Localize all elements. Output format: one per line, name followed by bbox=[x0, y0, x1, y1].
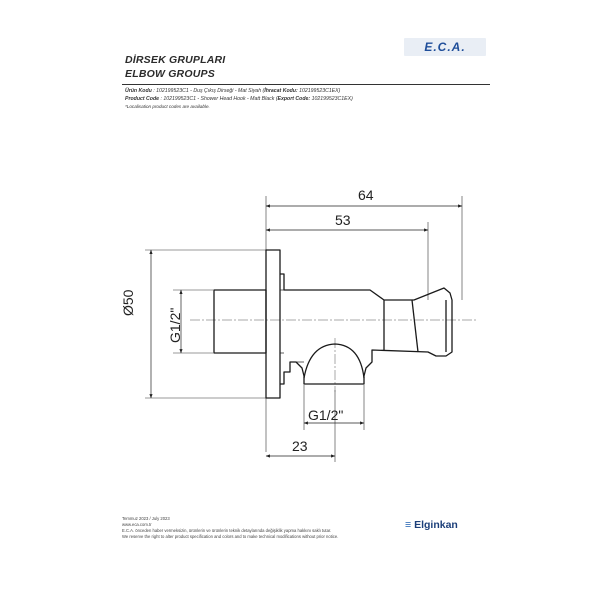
code-label-en: Product Code bbox=[125, 96, 160, 102]
export-value-tr: 102199523C1EX) bbox=[297, 88, 341, 94]
footer-disclaimer-en: We reserve the right to alter product specification and colors and to make technical modifications without prior notice. bbox=[122, 534, 339, 539]
body-outline bbox=[280, 274, 452, 384]
hidden-lines bbox=[280, 290, 304, 362]
elginkan-mark-icon: ≡ bbox=[405, 519, 412, 531]
footer-url: www.eca.com.tr bbox=[122, 522, 152, 527]
dim-label-23: 23 bbox=[292, 438, 308, 454]
code-value-en: : 102199523C1 - Shower Head Hook - Matt Black ( bbox=[160, 96, 278, 102]
dim-label-g12-bottom: G1/2" bbox=[308, 407, 344, 423]
dim-label-g12-vertical: G1/2" bbox=[167, 307, 183, 343]
hook-detail-1 bbox=[412, 300, 418, 352]
dim-label-53: 53 bbox=[335, 212, 351, 228]
export-label-en: Export Code: bbox=[277, 96, 311, 102]
localisation-note: *Localisation product codes are available. bbox=[125, 104, 210, 109]
dim-label-dia50: Ø50 bbox=[120, 289, 136, 316]
outlet-arc bbox=[304, 344, 364, 378]
code-label-tr: Ürün Kodu bbox=[125, 88, 152, 94]
elginkan-brand-text: Elginkan bbox=[414, 519, 458, 531]
elbow-outline bbox=[214, 250, 452, 398]
wall-flange bbox=[266, 250, 280, 398]
extension-lines bbox=[145, 196, 462, 462]
export-value-en: 102199523C1EX) bbox=[310, 96, 353, 102]
footer-disclaimer-tr: E.C.A. önceden haber vermeksizin, ürünlerin ve ürünlerin teknik detaylarında değişiklik yapma hakkını saklı tutar. bbox=[122, 528, 332, 533]
eca-logo: E.C.A. bbox=[424, 40, 466, 54]
document-title-tr: DİRSEK GRUPLARI bbox=[125, 54, 226, 66]
export-label-tr: İhracat Kodu: bbox=[264, 88, 298, 94]
threaded-inlet bbox=[214, 290, 266, 353]
document-title-en: ELBOW GROUPS bbox=[125, 68, 215, 80]
elginkan-logo bbox=[405, 519, 458, 531]
footer-date: Temmuz 2023 / July 2023 bbox=[122, 516, 170, 521]
dim-label-64: 64 bbox=[358, 187, 374, 203]
code-value-tr: : 102199523C1 - Duş Çıkış Dirseği - Mat Siyah ( bbox=[153, 88, 265, 94]
